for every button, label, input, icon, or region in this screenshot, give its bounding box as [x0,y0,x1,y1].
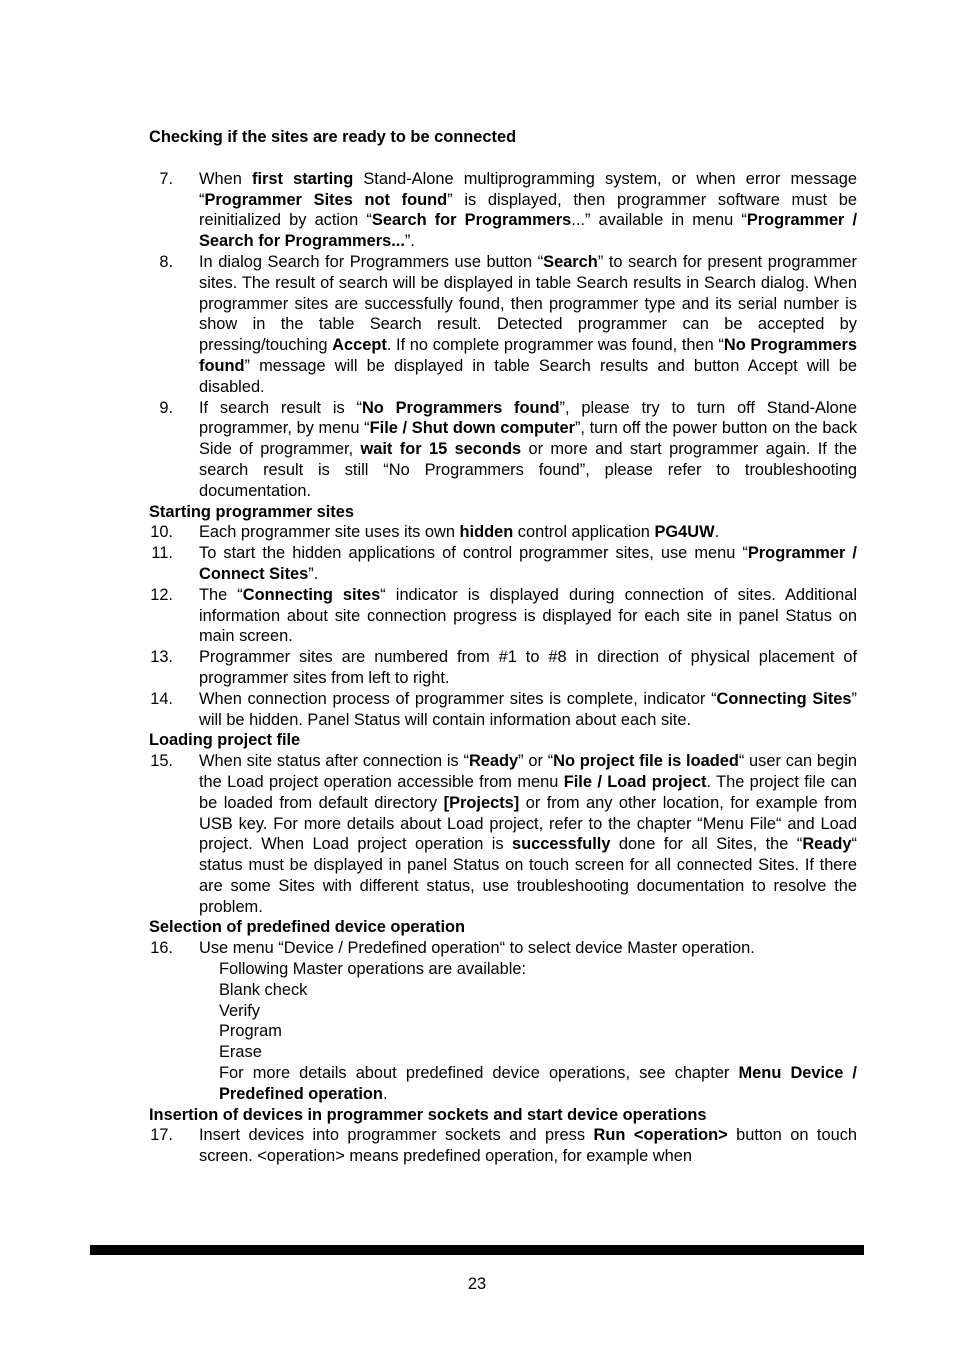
item-text: Each programmer site uses its own hidden control application PG4UW. [199,523,720,542]
item-number: 7. [159,169,173,188]
item-number: 17. [150,1126,173,1145]
bold-text: PG4UW [654,523,715,542]
numbered-item [149,543,857,585]
numbered-item [149,751,857,917]
item-number: 10. [150,523,173,542]
numbered-item [149,169,857,252]
bold-text: hidden [459,523,514,542]
bold-text: successfully [512,835,611,854]
item-text: When site status after connection is “Ready” or “No project file is loaded“ user can begin the Load project operation accessible from menu File / Load project. The project file can be loaded from default directory [Projects] or from any other location, for example from USB key. For more details about Load project, refer to the chapter “Menu File“ and Load project. When Load project operation is successfully done for all Sites, the “Ready“ status must be displayed in panel Status on touch screen for all connected Sites. If there are some Sites with different status, use troubleshooting documentation to resolve the problem. [199,752,858,916]
list-item: Program [219,1022,282,1041]
item-text: If search result is “No Programmers found”, please try to turn off Stand-Alone programmer, by menu “File / Shut down computer”, turn off the power button on the back Side of programmer, wait for 15 seconds or more and start programmer again. If the search result is still “No Programmers found”, please refer to troubleshooting documentation. [199,398,858,500]
sub-note: For more details about predefined device operations, see chapter Menu Device / Predefined operation. [219,1064,857,1103]
bold-text: first starting [251,169,354,188]
numbered-item [149,522,857,543]
bold-text: Connecting Sites [716,689,852,708]
bold-text: Programmer Sites not found [204,190,448,209]
item-number: 16. [150,939,173,958]
bold-text: Ready [468,752,519,771]
section-heading: Checking if the sites are ready to be connected [149,128,517,146]
item-number: 13. [150,648,173,667]
item-number: 14. [150,689,173,708]
numbered-item [149,252,857,398]
item-text: Programmer sites are numbered from #1 to #8 in direction of physical placement of programmer sites from left to right. [199,648,857,687]
bold-text: File / Load project [563,772,707,791]
bold-text: No project file is loaded [553,752,739,771]
numbered-item [149,938,857,1104]
numbered-item [149,647,857,689]
bold-text: No Programmers found [361,398,560,417]
bold-text: Search for Programmers [371,211,572,230]
section-heading: Starting programmer sites [149,502,354,521]
document-body [149,127,857,1167]
numbered-item [149,1125,857,1167]
item-number: 11. [151,544,173,563]
bold-text: [Projects] [443,793,520,812]
item-number: 12. [150,585,173,604]
bold-text: Run <operation> [593,1126,728,1145]
item-text: The “Connecting sites“ indicator is displayed during connection of sites. Additional information about site connection progress is displayed for each site in panel Status on main screen. [199,585,857,646]
list-item: Erase [219,1043,262,1062]
item-number: 9. [159,398,173,417]
section-heading: Loading project file [149,731,301,750]
page-number: 23 [467,1275,487,1293]
item-text: In dialog Search for Programmers use button “Search” to search for present programmer sites. The result of search will be displayed in table Search results in Search dialog. When programmer sites are successfully found, then programmer type and its serial number is show in the table Search result. Detected programmer can be accepted by pressing/touching Accept. If no complete programmer was found, then “No Programmers found” message will be displayed in table Search results and button Accept will be disabled. [199,252,858,396]
item-text: When first starting Stand-Alone multiprogramming system, or when error message “Programmer Sites not found” is displayed, then programmer software must be reinitialized by action “Search for Programmers...” available in menu “Programmer / Search for Programmers...”. [199,169,858,251]
list-item: Blank check [219,980,308,999]
numbered-item [149,398,857,502]
bold-text: No Programmers found [199,336,858,375]
section-heading: Selection of predefined device operation [149,918,466,937]
bold-text: wait for 15 seconds [360,440,522,459]
item-text: Insert devices into programmer sockets and press Run <operation> button on touch screen. <operation> means predefined operation, for example when [199,1126,858,1166]
item-text: Use menu “Device / Predefined operation“ to select device Master operation. [199,939,755,958]
bold-text: File / Shut down computer [369,419,575,438]
numbered-item [149,689,857,731]
bold-text: Search [543,252,598,271]
numbered-item [149,585,857,647]
operation-list [199,959,857,1105]
footer-rule [90,1245,864,1255]
item-text: To start the hidden applications of control programmer sites, use menu “Programmer / Connect Sites”. [199,544,857,583]
section-heading: Insertion of devices in programmer sockets and start device operations [149,1105,707,1124]
item-text: When connection process of programmer sites is complete, indicator “Connecting Sites” will be hidden. Panel Status will contain information about each site. [199,689,857,729]
item-number: 8. [159,252,173,271]
bold-text: Programmer / Connect Sites [199,544,857,583]
bold-text: Menu Device / Predefined operation [219,1064,857,1103]
bold-text: Ready [802,835,852,854]
spacer [149,148,857,169]
list-item: Following Master operations are available: [219,960,527,979]
bold-text: Accept [332,336,387,355]
item-number: 15. [150,752,173,771]
bold-text: Connecting sites [242,585,381,604]
bold-text: Programmer / Search for Programmers... [199,211,857,251]
list-item: Verify [219,1001,260,1020]
